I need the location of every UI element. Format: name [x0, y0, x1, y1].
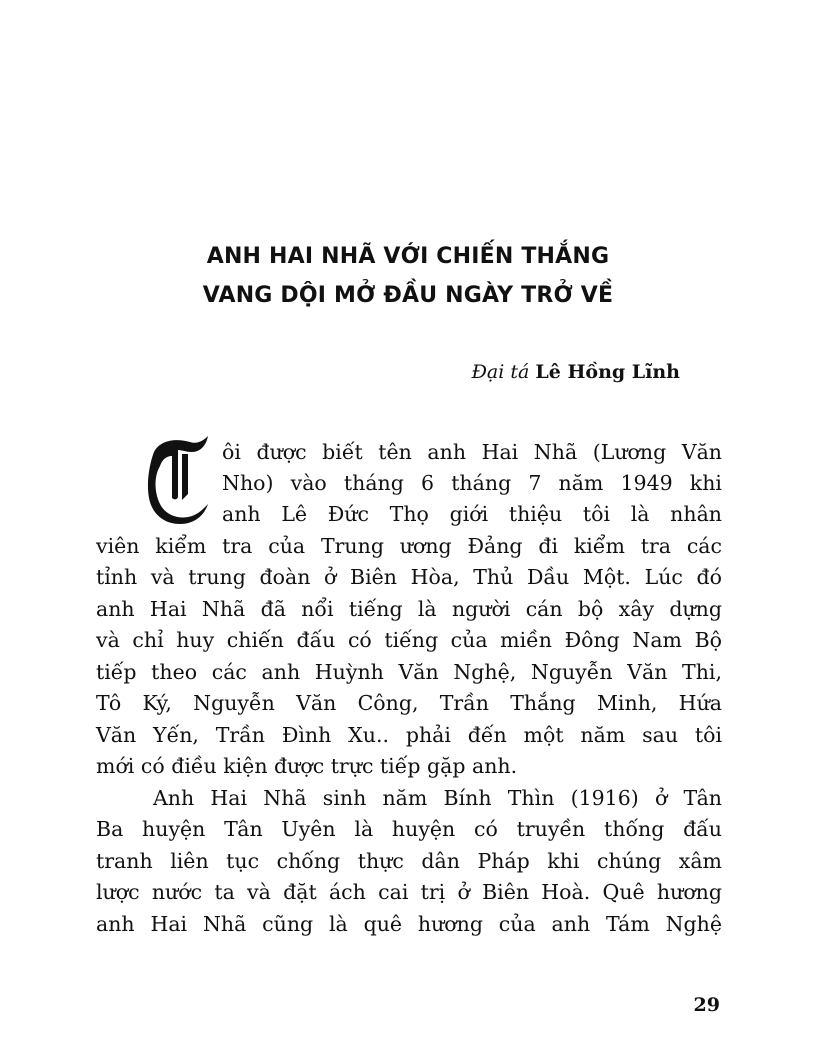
page-number: 29: [693, 994, 720, 1016]
text-line: tiếp theo các anh Huỳnh Văn Nghệ, Nguyễn Văn Thi,: [96, 660, 722, 684]
text-line: và chỉ huy chiến đấu có tiếng của miền Đông Nam Bộ: [96, 628, 722, 652]
drop-cap-t: [146, 434, 210, 524]
text-line: Tô Ký, Nguyễn Văn Công, Trần Thắng Minh, Hứa: [96, 691, 722, 715]
author-name: Lê Hồng Lĩnh: [535, 361, 680, 383]
title-line-1: ANH HAI NHÃ VỚI CHIẾN THẮNG: [206, 244, 610, 269]
text-line: anh Lê Đức Thọ giới thiệu tôi là nhân: [222, 502, 722, 526]
text-line: anh Hai Nhã đã nổi tiếng là người cán bộ xây dựng: [96, 597, 722, 621]
author-rank: Đại tá: [471, 361, 530, 383]
text-line: tỉnh và trung đoàn ở Biên Hòa, Thủ Dầu Một. Lúc đó: [96, 565, 722, 589]
text-line: mới có điều kiện được trực tiếp gặp anh.: [96, 754, 518, 778]
text-line: Anh Hai Nhã sinh năm Bính Thìn (1916) ở Tân: [153, 786, 722, 810]
title-line-2: VANG DỘI MỞ ĐẦU NGÀY TRỞ VỀ: [202, 283, 614, 308]
author-byline: [472, 361, 680, 383]
text-line: anh Hai Nhã cũng là quê hương của anh Tám Nghệ: [96, 912, 722, 936]
text-line: tranh liên tục chống thực dân Pháp khi chúng xâm: [96, 849, 722, 873]
text-line: viên kiểm tra của Trung ương Đảng đi kiểm tra các: [96, 534, 722, 558]
text-line: Văn Yến, Trần Đình Xu.. phải đến một năm sau tôi: [96, 723, 722, 747]
text-line: Nho) vào tháng 6 tháng 7 năm 1949 khi: [222, 471, 722, 495]
text-line: ôi được biết tên anh Hai Nhã (Lương Văn: [222, 440, 722, 464]
text-line: lược nước ta và đặt ách cai trị ở Biên Hoà. Quê hương: [96, 880, 722, 904]
text-line: Ba huyện Tân Uyên là huyện có truyền thống đấu: [96, 817, 722, 841]
